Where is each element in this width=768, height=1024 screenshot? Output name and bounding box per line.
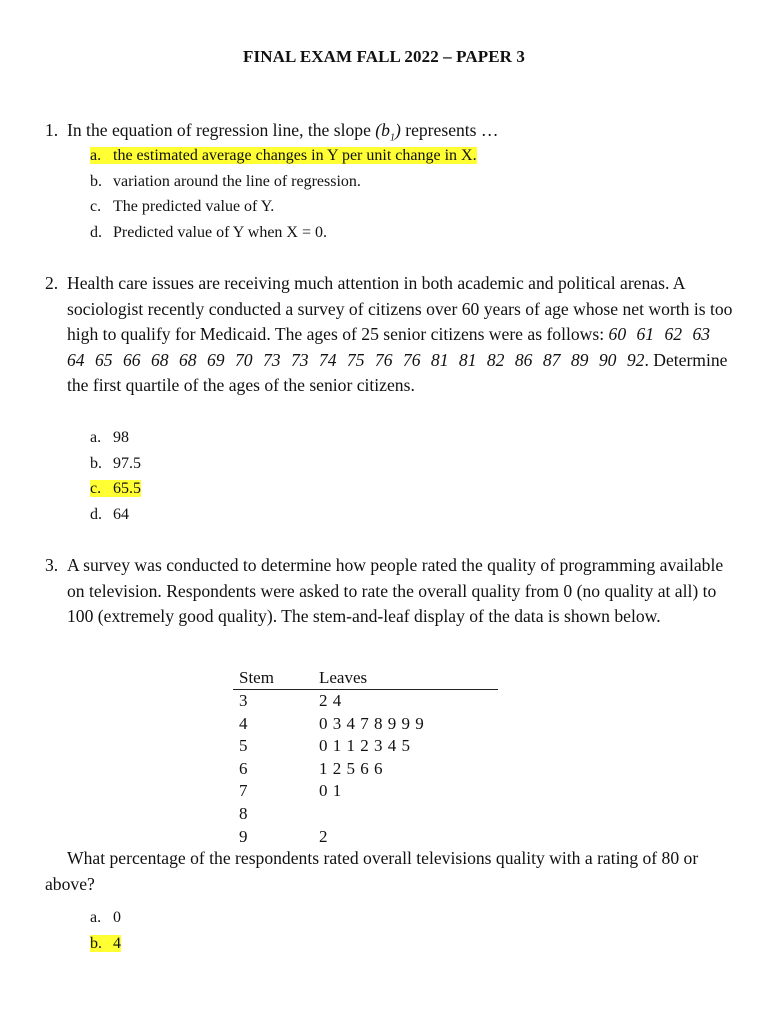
stem-cell: 8 [239,803,248,823]
age-list: 60 61 62 63 64 65 66 68 68 69 70 73 73 74 75 76 76 81 81 82 86 87 89 90 92 [67,324,711,370]
question-text: A survey was conducted to determine how people rated the quality of programming available on television. Respondents were asked to rate the overall quality from 0 (no quality at all) to 100 (extremely good quality). The stem-and-leaf display of the data is shown below. [67,555,724,627]
option-text: the estimated average changes in Y per unit change in X. [113,147,477,164]
exam-title: FINAL EXAM FALL 2022 – PAPER 3 [243,47,525,66]
slope-symbol: $(b_1)$ [375,120,401,144]
option-text: 64 [113,505,129,523]
answer-option [90,502,141,528]
leaves-cell: 1 2 5 6 6 [319,758,383,778]
question-number: 1. [45,120,59,140]
highlighted-answer [90,480,141,497]
stem-cell: 4 [239,713,248,733]
table-row [233,803,498,826]
option-text: 97.5 [113,454,141,472]
highlighted-answer [90,935,121,952]
answer-option [90,425,141,451]
option-text: 98 [113,429,129,446]
option-letter: d. [90,223,102,241]
leaves-cell: 0 3 4 7 8 9 9 9 [319,713,425,733]
table-row [233,690,498,713]
option-text: 4 [113,934,121,952]
answer-option [90,905,121,931]
option-letter: d. [90,505,102,523]
option-text: 0 [113,909,121,926]
table-row [233,758,498,781]
column-header: Stem [233,667,313,690]
leaves-cell [313,803,498,826]
question-number: 3. [45,555,59,575]
question-followup: What percentage of the respondents rated overall televisions quality with a rating of 80 or above? [45,848,699,894]
stem-cell: 5 [239,736,248,756]
leaves-cell: 0 1 [319,781,342,801]
leaves-cell: 2 [319,826,328,846]
table-header-row [233,667,498,690]
answer-option [90,476,141,502]
option-letter: b. [90,934,102,952]
options-list [90,143,477,245]
leaves-cell: 0 1 1 2 3 4 5 [319,736,411,756]
table-body [233,690,498,849]
option-letter: c. [90,198,102,216]
table-row [233,713,498,736]
answer-option [90,169,477,195]
option-text: Predicted value of Y when X = 0. [113,223,327,241]
stem-cell: 9 [239,826,248,846]
answer-option [90,931,121,957]
question-text: Health care issues are receiving much attention in both academic and political arenas. A sociologist recently conducted a survey of citizens over 60 years of age whose net worth is too high to qualify for Medicaid. The ages of 25 senior citizens were as follows: 60 61 62 63 64 65 66 68 68 69 70 73 73 74 75 76 76 81 81 82 86 87 89 90 92. Determine the first quartile of the ages of the senior citizens. [67,273,733,396]
stem-and-leaf-table [233,667,498,848]
option-letter: b. [90,454,102,472]
answer-option [90,451,141,477]
option-letter: a. [90,147,102,164]
table-row [233,780,498,803]
stem-cell: 7 [239,781,248,801]
highlighted-answer [90,147,477,164]
question-text: In the equation of regression line, the slope $(b_1)$ represents … [67,120,499,144]
question-number: 2. [45,273,59,293]
option-letter: a. [90,429,102,446]
option-text: 65.5 [113,480,141,498]
answer-option [90,194,477,220]
leaves-cell: 2 4 [319,691,342,710]
column-header: Leaves [313,667,498,690]
options-list [90,905,121,956]
stem-cell: 6 [239,758,248,778]
options-list [90,425,141,527]
answer-option [90,220,477,246]
stem-cell: 3 [239,691,248,710]
option-letter: b. [90,172,102,190]
answer-option [90,143,477,169]
option-text: variation around the line of regression. [113,172,361,190]
option-letter: a. [90,909,102,926]
option-letter: c. [90,480,102,498]
option-text: The predicted value of Y. [113,198,275,216]
table-row [233,735,498,758]
